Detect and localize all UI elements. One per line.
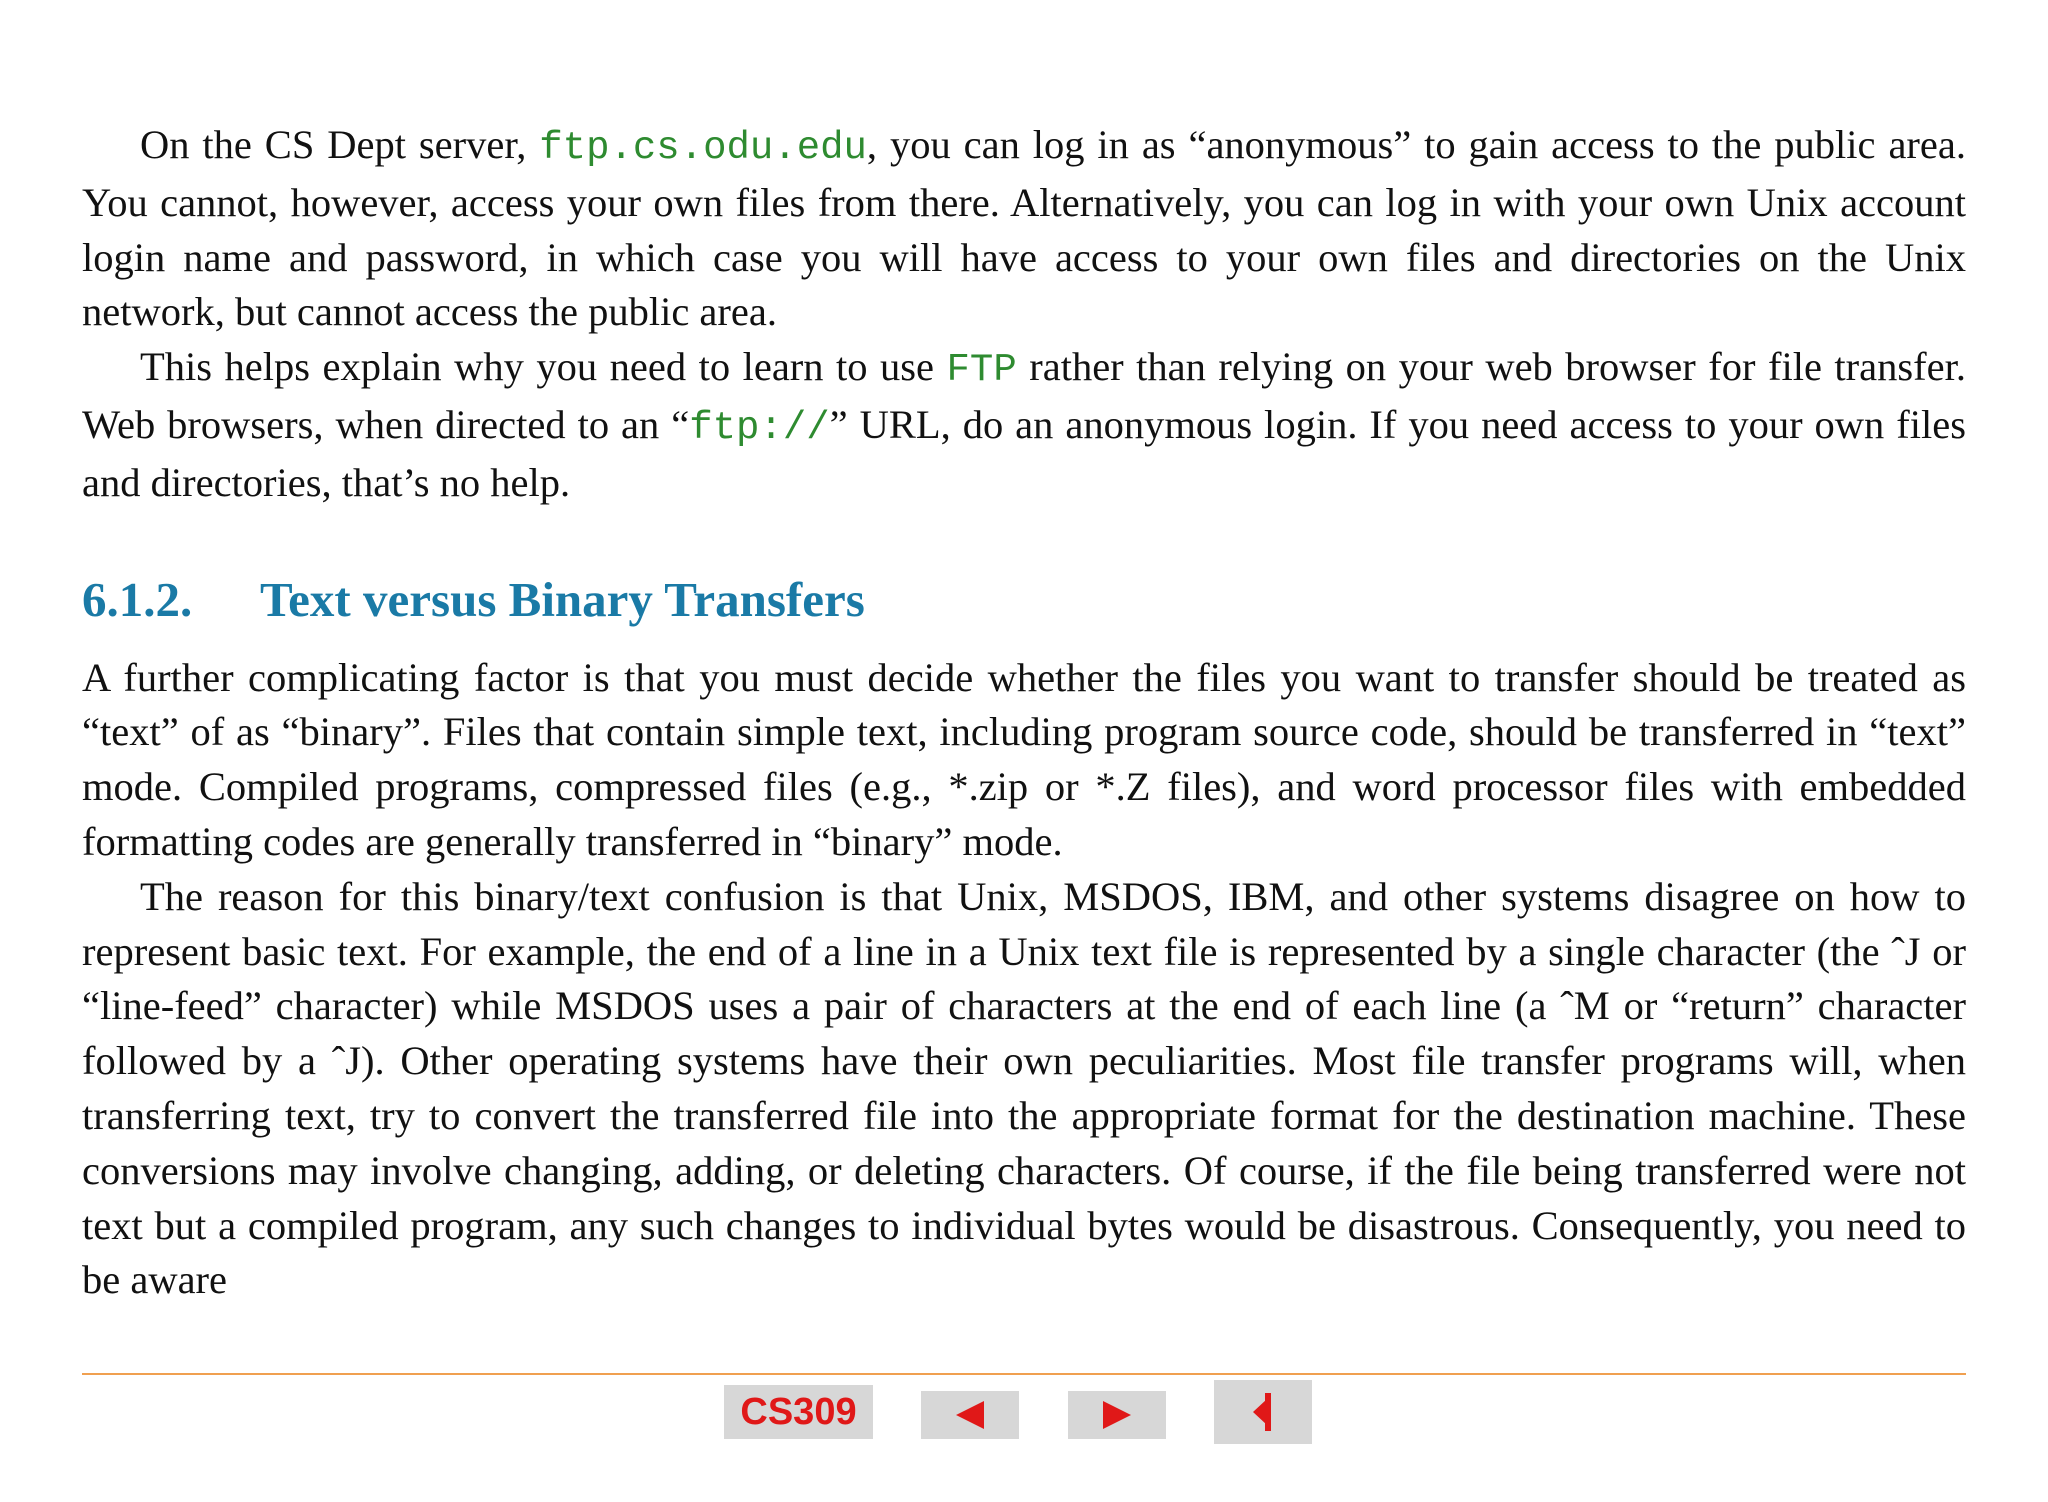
left-triangle-icon: [956, 1401, 984, 1429]
text-run: On the CS Dept server,: [140, 122, 540, 167]
section-heading: [82, 569, 1966, 651]
next-page-button[interactable]: [1068, 1391, 1166, 1439]
previous-page-button[interactable]: [921, 1391, 1019, 1439]
section-title: Text versus Binary Transfers: [260, 571, 865, 627]
paragraph-ftp-server: [82, 118, 1966, 340]
paragraph-text-vs-binary: A further complicating factor is that you must decide whether the files you want to transfer should be treated as “text” of as “binary”. Files that contain simple text, including program source code, should be transferred in “text” mode. Compiled programs, compressed files (e.g., *.zip or *.Z files), and word processor files with embedded formatting codes are generally transferred in “binary” mode.: [82, 654, 1966, 864]
back-button[interactable]: [1214, 1380, 1312, 1444]
course-home-button[interactable]: CS309: [724, 1385, 873, 1439]
right-triangle-icon: [1103, 1401, 1131, 1429]
back-arrow-icon: [1253, 1393, 1273, 1431]
text-run: ” URL, do an anonymous login. If you need access to your own files and directories, that’s no help.: [82, 401, 1966, 505]
paragraph-ftp-vs-browser: [82, 340, 1966, 510]
text-run: , you can log in as “anonymous” to gain access to the public area. You cannot, however, access your own files from there. Alternatively, you can log in with your own Unix account login name and password, in which case you will have access to your own files and directories on the Unix network, but cannot access the public area.: [82, 122, 1966, 335]
footer-divider: [82, 1373, 1966, 1375]
text-run: This helps explain why you need to learn to use: [140, 344, 947, 390]
server-hostname-code: ftp.cs.odu.edu: [539, 126, 867, 170]
text-run: rather than relying on your web browser for file transfer. Web browsers, when directed to an “: [82, 344, 1966, 447]
paragraph-line-endings: The reason for this binary/text confusion is that Unix, MSDOS, IBM, and other systems disagree on how to represent basic text. For example, the end of a line in a Unix text file is represented by a single character (the ˆJ or “line-feed” character) while MSDOS uses a pair of characters at the end of each line (a ˆM or “return” character followed by a ˆJ). Other operating systems have their own peculiarities. Most file transfer programs will, when transferring text, try to convert the transferred file into the appropriate format for the destination machine. These conversions may involve changing, adding, or deleting characters. Of course, if the file being transferred were not text but a compiled program, any such changes to individual bytes would be disastrous. Consequently, you need to be aware: [82, 873, 1966, 1303]
ftp-url-code: ftp://: [689, 405, 830, 450]
section-gap: [82, 511, 1966, 569]
page-content: [82, 118, 1966, 1308]
section-number: 6.1.2.: [82, 571, 193, 627]
ftp-code: FTP: [946, 348, 1017, 393]
